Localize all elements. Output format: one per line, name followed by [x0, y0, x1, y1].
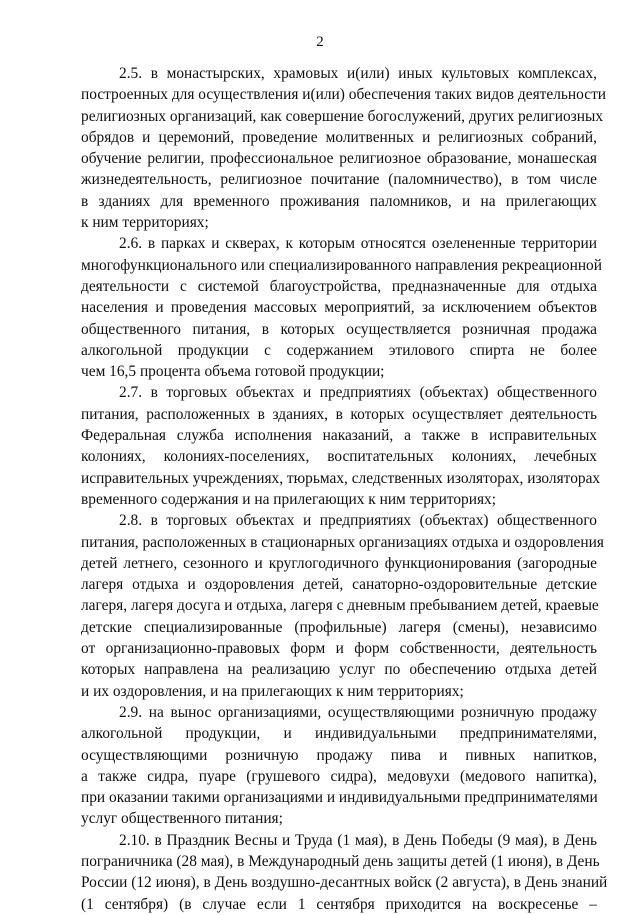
paragraph-line: 2.10. в Праздник Весны и Труда (1 мая), в День Победы (9 мая), в День	[119, 831, 597, 849]
paragraph-line: алкогольной продукции с содержанием этилового спирта не более	[81, 341, 597, 359]
paragraph-line: алкогольной продукции, и индивидуальными предпринимателями,	[81, 725, 597, 743]
paragraph-line: 2.8. в торговых объектах и предприятиях (объектах) общественного	[119, 512, 597, 530]
paragraph-line: лагеря, лагеря досуга и отдыха, лагеря с дневным пребыванием детей, краевые	[81, 597, 599, 615]
paragraph-line: и их оздоровления, и на прилегающих к ним территориях;	[81, 682, 464, 700]
paragraph-line: жизнедеятельность, религиозное почитание (паломничество), в том числе	[81, 171, 597, 189]
paragraph-line: исправительных учреждениях, тюрьмах, следственных изоляторах, изоляторах	[81, 469, 601, 487]
paragraph-line: от организационно-правовых форм и форм собственности, деятельность	[81, 640, 597, 658]
paragraph-line: деятельности с системой благоустройства, предназначенные для отдыха	[81, 277, 597, 295]
paragraph-line: построенных для осуществления и(или) обеспечения таких видов деятельности	[81, 86, 607, 104]
paragraph-line: Федеральная служба исполнения наказаний, а также в исправительных	[81, 427, 597, 445]
paragraph-line: общественного питания, в которых осуществляется розничная продажа	[81, 320, 597, 338]
paragraph-line: которых направлена на реализацию услуг по обеспечению отдыха детей	[81, 661, 597, 679]
paragraph-line: 2.5. в монастырских, храмовых и(или) иных культовых комплексах,	[119, 65, 597, 82]
page-number: 2	[316, 34, 324, 50]
paragraph-line: чем 16,5 процента объема готовой продукции;	[81, 363, 385, 381]
paragraph-line: временного содержания и на прилегающих к ним территориях;	[81, 490, 497, 508]
paragraph-line: детей летнего, сезонного и круглогодичного функционирования (загородные	[81, 554, 597, 572]
paragraph-line: питания, расположенных в зданиях, в которых осуществляет деятельность	[81, 405, 597, 423]
paragraph-line: России (12 июня), в День воздушно-десантных войск (2 августа), в День знаний	[81, 874, 608, 892]
paragraph-line: 2.7. в торговых объектах и предприятиях (объектах) общественного	[119, 384, 597, 402]
document-body	[81, 63, 608, 915]
paragraph-line: осуществляющими розничную продажу пива и пивных напитков,	[81, 746, 597, 764]
paragraph-line: религиозных организаций, как совершение богослужений, других религиозных	[81, 107, 604, 125]
paragraph-line: 2.9. на вынос организациями, осуществляющими розничную продажу	[119, 703, 597, 721]
paragraph-line: обрядов и церемоний, проведение молитвенных и религиозных собраний,	[81, 128, 597, 146]
paragraph-line: услуг общественного питания;	[81, 810, 283, 828]
paragraph-line: многофункционального или специализированного направления рекреационной	[81, 256, 602, 274]
paragraph-line: населения и проведения массовых мероприятий, за исключением объектов	[81, 299, 597, 317]
paragraph-2-8	[81, 510, 604, 702]
paragraph-2-10	[81, 830, 608, 915]
paragraph-line: 2.6. в парках и скверах, к которым относятся озелененные территории	[119, 235, 597, 253]
paragraph-line: пограничника (28 мая), в Международный день защиты детей (1 июня), в День	[81, 852, 600, 870]
paragraph-line: в зданиях для временного проживания паломников, и на прилегающих	[81, 192, 597, 210]
paragraph-line: лагеря отдыха и оздоровления детей, санаторно-оздоровительные детские	[81, 576, 597, 594]
paragraph-line: к ним территориях;	[81, 214, 209, 232]
paragraph-line: (1 сентября) (в случае если 1 сентября приходится на воскресенье –	[81, 895, 597, 913]
paragraph-line: питания, расположенных в стационарных организациях отдыха и оздоровления	[81, 533, 604, 551]
paragraph-line: при оказании такими организациями и индивидуальными предпринимателями	[81, 789, 598, 807]
paragraph-line: обучение религии, профессиональное религиозное образование, монашеская	[81, 150, 597, 168]
paragraph-2-5	[81, 63, 607, 233]
paragraph-2-6	[81, 233, 602, 382]
paragraph-line: а также сидра, пуаре (грушевого сидра), медовухи (медового напитка),	[81, 767, 597, 785]
paragraph-2-9	[81, 702, 597, 830]
paragraph-2-7	[81, 382, 601, 510]
paragraph-line: колониях, колониях-поселениях, воспитательных колониях, лечебных	[81, 448, 597, 466]
paragraph-line: детские специализированные (профильные) лагеря (смены), независимо	[81, 618, 597, 636]
